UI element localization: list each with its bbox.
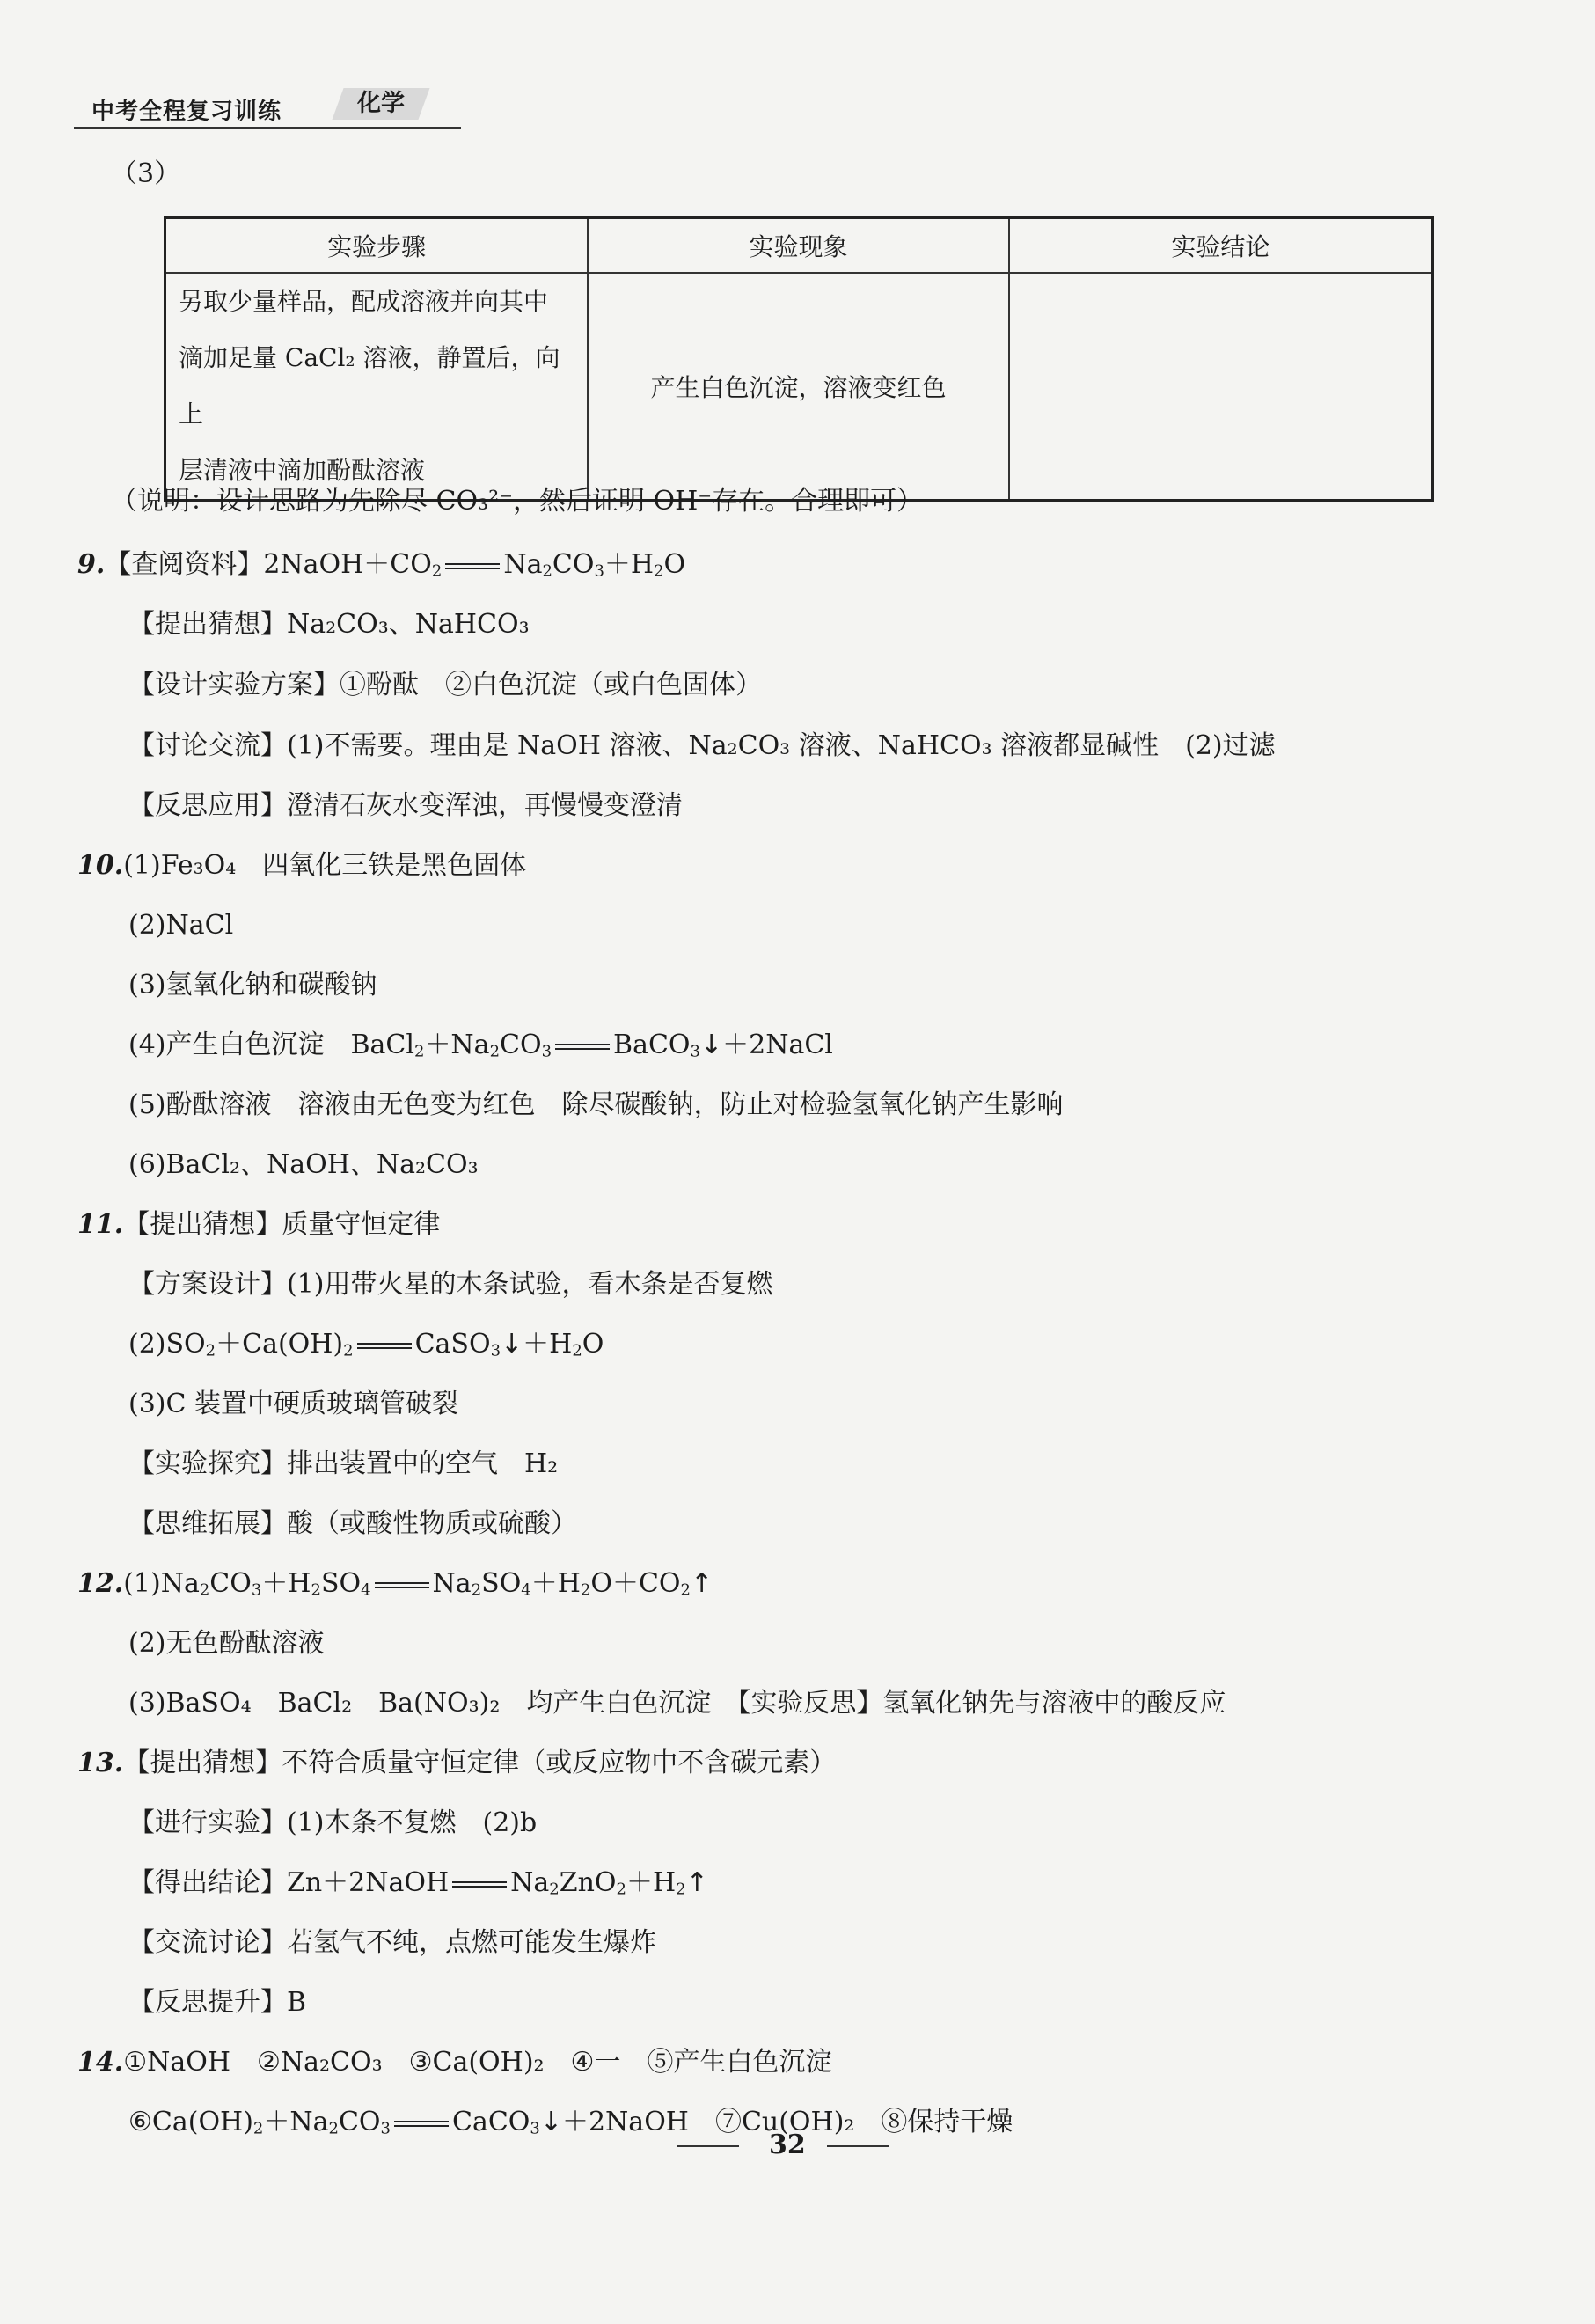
page-header — [74, 83, 461, 128]
subject-tab: 化学 — [332, 88, 429, 120]
q11-line-4: (3)C 装置中硬质玻璃管破裂 — [128, 1389, 458, 1419]
q9-line-2: 【提出猜想】Na₂CO₃、NaHCO₃ — [128, 609, 530, 640]
q11-line-2: 【方案设计】(1)用带火星的木条试验，看木条是否复燃 — [128, 1269, 773, 1300]
question-number: 12. — [77, 1568, 124, 1599]
q9-line-1: 9.【查阅资料】$2NaOH+CO_2$ $Na_2CO_3+H_2O$ — [77, 549, 686, 581]
question-number: 11. — [77, 1209, 124, 1240]
q9-tag: 【查阅资料】 — [105, 549, 264, 580]
q9-line-5: 【反思应用】澄清石灰水变浑浊，再慢慢变澄清 — [128, 790, 683, 821]
book-title: 中考全程复习训练 — [91, 99, 282, 125]
q10-line-1: 10.(1)Fe₃O₄ 四氧化三铁是黑色固体 — [77, 850, 527, 881]
q13-line-3: 【得出结论】Zn＋2NaOH $Na_2ZnO_2+H_2↑$ — [128, 1867, 708, 1899]
q12-line-2: (2)无色酚酞溶液 — [128, 1628, 325, 1659]
table-row — [165, 273, 1433, 501]
footer-ornament — [677, 2145, 739, 2147]
q9-line-3: 【设计实验方案】①酚酞 ②白色沉淀（或白色固体） — [128, 670, 762, 700]
q13-line-1: 13.【提出猜想】不符合质量守恒定律（或反应物中不含碳元素） — [77, 1748, 837, 1778]
q9-line-4: 【讨论交流】(1)不需要。理由是 NaOH 溶液、Na₂CO₃ 溶液、NaHCO₃ 溶液都显碱性 (2)过滤 — [128, 730, 1276, 761]
phenomenon-cell: 产生白色沉淀，溶液变红色 — [588, 273, 1009, 501]
experiment-table — [164, 216, 1434, 502]
table-header: 实验现象 — [588, 218, 1009, 274]
question-number: 10. — [77, 850, 124, 881]
q12-line-1: $12.(1)Na_2CO_3+H_2SO_4$ $Na_2SO_4+H_2O+CO_2↑$ — [77, 1568, 713, 1600]
page-footer — [660, 2128, 924, 2163]
table-header-row — [165, 218, 1433, 274]
q13-line-4: 【交流讨论】若氢气不纯，点燃可能发生爆炸 — [128, 1927, 656, 1958]
q14-line-2: $⑥Ca(OH)_2+Na_2CO_3$ CaCO$_3$↓＋2NaOH ⑦Cu(OH)₂ ⑧保持干燥 — [128, 2107, 1013, 2138]
table-header: 实验结论 — [1009, 218, 1433, 274]
header-rule — [74, 127, 461, 129]
part-label: （3） — [111, 158, 181, 189]
q11-line-6: 【思维拓展】酸（或酸性物质或硫酸） — [128, 1508, 577, 1539]
step-line: 层清液中滴加酚酞溶液 — [179, 456, 426, 485]
q13-line-2: 【进行实验】(1)木条不复燃 (2)b — [128, 1807, 538, 1838]
table-header: 实验步骤 — [165, 218, 589, 274]
q10-line-6: (6)BaCl₂、NaOH、Na₂CO₃ — [128, 1149, 479, 1180]
q10-line-5: (5)酚酞溶液 溶液由无色变为红色 除尽碳酸钠，防止对检验氢氧化钠产生影响 — [128, 1089, 1064, 1120]
q10-line-4: (4)产生白色沉淀 $BaCl_2+Na_2CO_3$ BaCO$_3$↓＋2NaCl — [128, 1030, 833, 1061]
step-line: 滴加足量 CaCl₂ 溶液，静置后，向上 — [179, 343, 560, 429]
note-text: （说明：设计思路为先除尽 CO₃²⁻，然后证明 OH⁻存在。合理即可） — [111, 486, 924, 517]
q11-line-1: 11.【提出猜想】质量守恒定律 — [77, 1209, 441, 1240]
q10-line-2: (2)NaCl — [128, 910, 234, 941]
question-number: 13. — [77, 1748, 124, 1778]
question-number: 14. — [77, 2047, 124, 2078]
experiment-step-cell — [165, 273, 589, 501]
q11-line-3: $(2)SO_2+Ca(OH)_2$ $CaSO_3↓+H_2O$ — [128, 1329, 604, 1360]
q10-line-3: (3)氢氧化钠和碳酸钠 — [128, 970, 377, 1001]
page-number: 32 — [769, 2130, 806, 2160]
q11-line-5: 【实验探究】排出装置中的空气 H₂ — [128, 1448, 559, 1479]
question-number: 9. — [77, 549, 106, 580]
q13-line-5: 【反思提升】B — [128, 1987, 307, 2018]
footer-ornament — [827, 2145, 889, 2147]
q14-line-1: 14.①NaOH ②Na₂CO₃ ③Ca(OH)₂ ④一 ⑤产生白色沉淀 — [77, 2047, 832, 2078]
conclusion-cell — [1009, 273, 1433, 501]
q12-line-3: (3)BaSO₄ BaCl₂ Ba(NO₃)₂ 均产生白色沉淀 【实验反思】氢氧化钠先与溶液中的酸反应 — [128, 1688, 1226, 1719]
step-line: 另取少量样品，配成溶液并向其中 — [179, 287, 549, 316]
